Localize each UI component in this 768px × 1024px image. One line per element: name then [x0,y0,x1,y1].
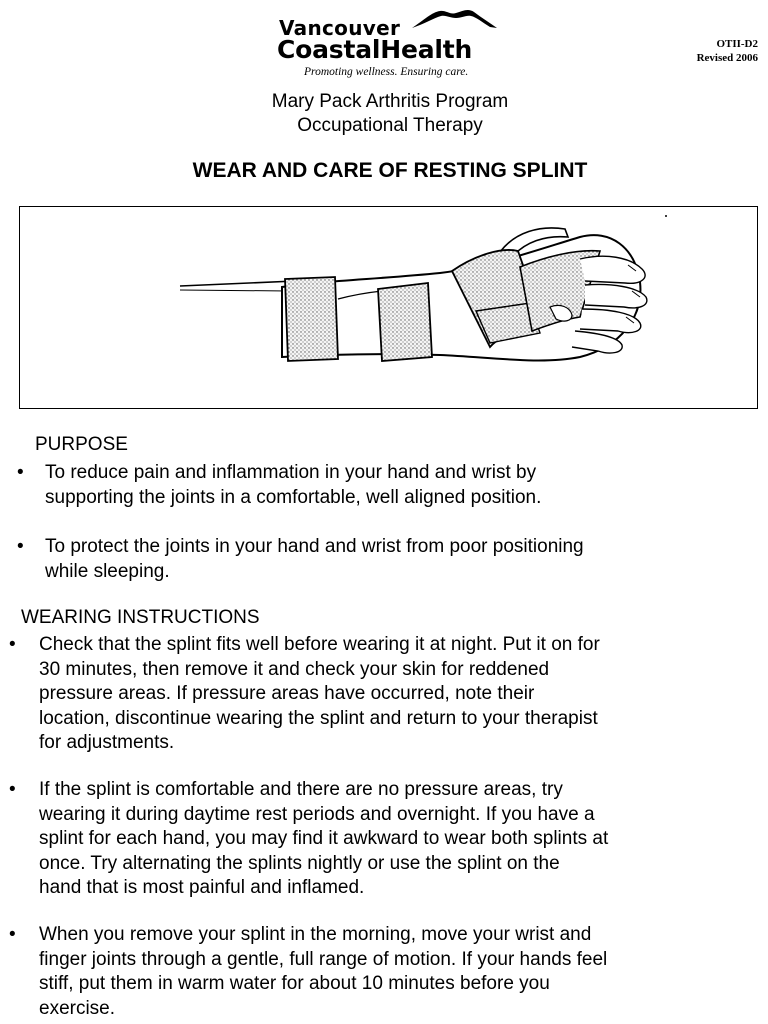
bullet-icon: • [17,462,24,483]
wearing-item-text: If the splint is comfortable and there are no pressure areas, try wearing it during daytime rest periods and overnight. If you have a splint for each hand, you may find it awkward to wear both splints at once. Try alternating the splints nightly or use the splint on the hand that is most painful and inflamed. [39,779,609,898]
purpose-heading: PURPOSE [35,434,128,455]
resting-splint-illustration [20,207,756,407]
mountain-logo-icon [410,6,498,36]
list-item [9,778,759,902]
form-code: OTII-D2 [716,38,758,50]
wearing-item-text: When you remove your splint in the morning, move your wrist and finger joints through a gentle, full range of motion. If your hands feel stiff, put them in warm water for about 10 minutes before you exercise. [39,924,608,1019]
list-item [9,633,759,757]
bullet-icon: • [9,779,16,800]
form-code-block [697,37,758,65]
bullet-icon: • [9,634,16,655]
wearing-instructions-heading: WEARING INSTRUCTIONS [21,607,260,628]
bullet-icon: • [17,536,24,557]
bullet-icon: • [9,924,16,945]
department-name: Occupational Therapy [297,115,483,136]
logo-text-coastal-health: CoastalHealth [277,35,473,64]
vancouver-coastal-health-logo [277,6,517,82]
list-item [9,923,759,1023]
wearing-item-text: Check that the splint fits well before wearing it at night. Put it on for 30 minutes, then remove it and check your skin for reddened pressure areas. If pressure areas have occurred, note their location, discontinue wearing the splint and return to your therapist for adjustments. [39,634,600,753]
list-item [17,535,757,585]
page-title: WEAR AND CARE OF RESTING SPLINT [192,159,588,182]
program-name: Mary Pack Arthritis Program [271,91,509,112]
purpose-item-text: To protect the joints in your hand and wrist from poor positioning while sleeping. [45,536,584,582]
list-item [17,461,757,511]
revision-date: Revised 2006 [696,52,758,64]
logo-text-vancouver: Vancouver [279,16,401,40]
logo-tagline: Promoting wellness. Ensuring care. [304,66,469,78]
purpose-item-text: To reduce pain and inflammation in your hand and wrist by supporting the joints in a comfortable, well aligned position. [45,462,542,508]
splint-illustration-frame [19,206,758,409]
